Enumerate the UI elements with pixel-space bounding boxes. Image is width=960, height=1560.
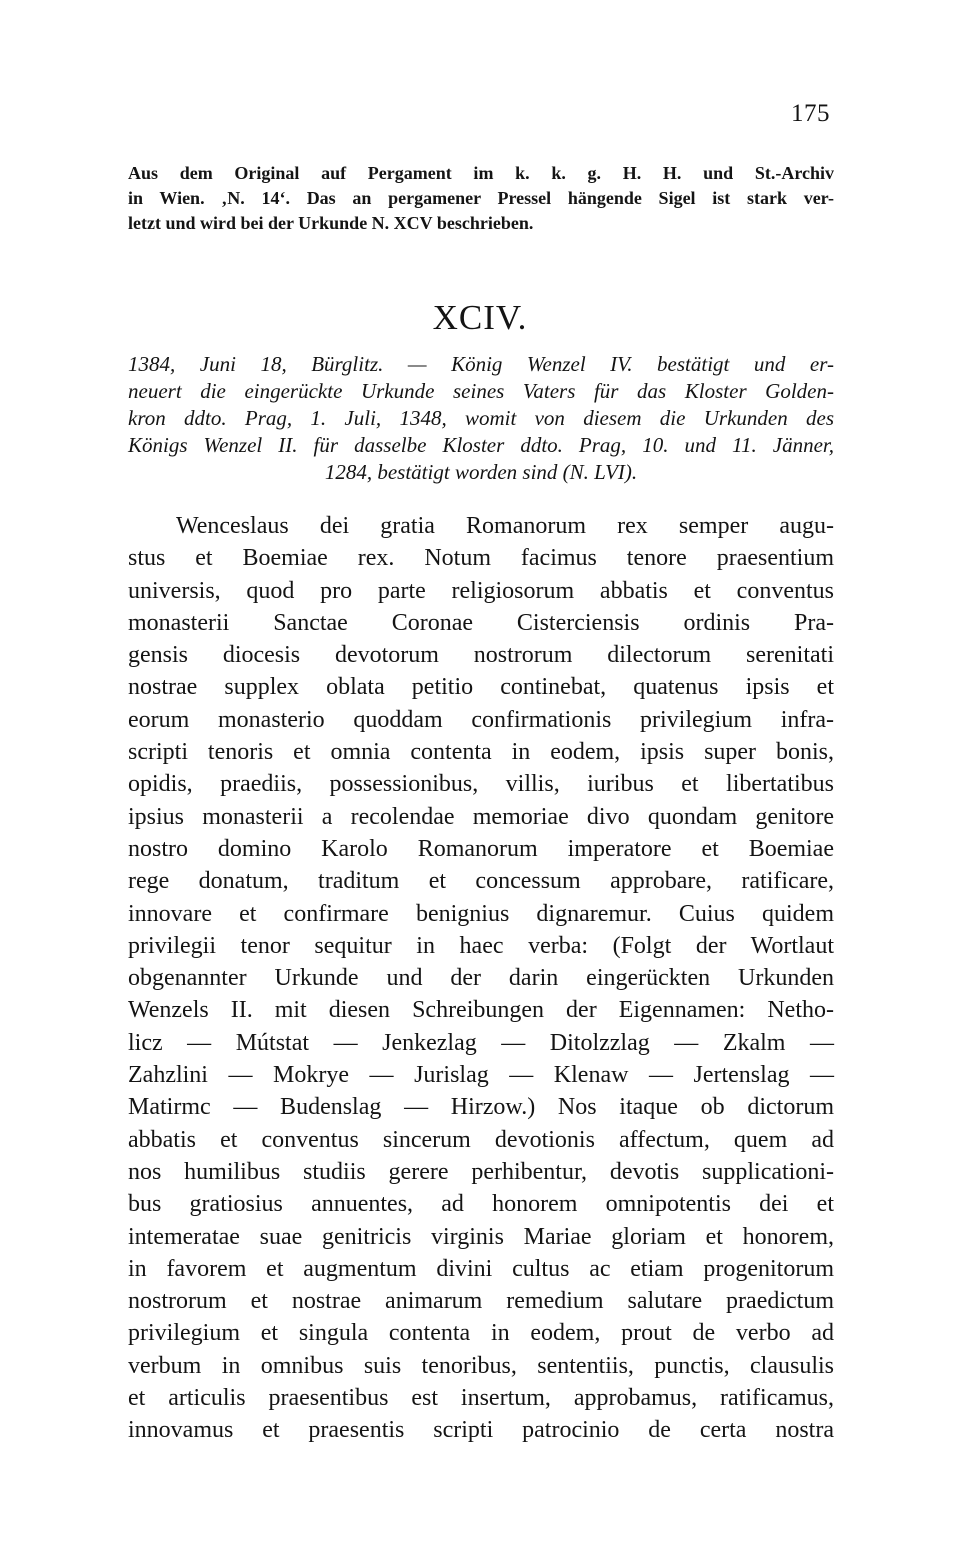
body-line: intemeratae suae genitricis virginis Mariae gloriam et honorem,	[128, 1223, 834, 1250]
body-line: gensis diocesis devotorum nostrorum dilectorum serenitati	[128, 642, 834, 669]
body-line: Zahzlini — Mokrye — Jurislag — Klenaw — Jertenslag —	[128, 1062, 834, 1089]
page-number: 175	[791, 100, 830, 127]
body-line: bus gratiosius annuentes, ad honorem omnipotentis dei et	[128, 1191, 834, 1218]
body-line: Wenzels II. mit diesen Schreibungen der Eigennamen: Netho-	[128, 997, 834, 1024]
body-line: in favorem et augmentum divini cultus ac etiam progenitorum	[128, 1255, 834, 1282]
document-body	[128, 510, 834, 1447]
body-line: et articulis praesentibus est insertum, approbamus, ratificamus,	[128, 1385, 834, 1412]
regest-line: 1284, bestätigt worden sind (N. LVI).	[324, 460, 638, 484]
body-line: nos humilibus studiis gerere perhibentur, devotis supplicationi-	[128, 1158, 834, 1185]
body-line: innovare et confirmare benignius dignaremur. Cuius quidem	[128, 900, 834, 927]
source-note-line: Aus dem Original auf Pergament im k. k. g. H. H. und St.-Archiv	[128, 163, 834, 183]
body-line: Matirmc — Budenslag — Hirzow.) Nos itaque ob dictorum	[128, 1094, 834, 1121]
regest-line: Königs Wenzel II. für dasselbe Kloster ddto. Prag, 10. und 11. Jänner,	[128, 433, 834, 457]
source-note	[128, 161, 834, 236]
source-note-line: in Wien. ‚N. 14‘. Das an pergamener Pressel hängende Sigel ist stark ver-	[128, 188, 834, 208]
body-line: nostrae supplex oblata petitio continebat, quatenus ipsis et	[128, 674, 834, 701]
document-regest	[128, 351, 834, 486]
source-note-line: letzt und wird bei der Urkunde N. XCV beschrieben.	[128, 213, 534, 233]
body-line: eorum monasterio quoddam confirmationis privilegium infra-	[128, 706, 834, 733]
body-line: universis, quod pro parte religiosorum abbatis et conventus	[128, 577, 834, 604]
body-line: scripti tenoris et omnia contenta in eodem, ipsis super bonis,	[128, 739, 834, 766]
body-line: monasterii Sanctae Coronae Cisterciensis ordinis Pra-	[128, 609, 834, 636]
body-line: licz — Mútstat — Jenkezlag — Ditolzzlag — Zkalm —	[128, 1029, 834, 1056]
document-title: XCIV.	[432, 298, 528, 337]
body-line: obgenannter Urkunde und der darin eingerückten Urkunden	[128, 965, 834, 992]
body-line: privilegium et singula contenta in eodem, prout de verbo ad	[128, 1320, 834, 1347]
body-line: stus et Boemiae rex. Notum facimus tenore praesentium	[128, 545, 834, 572]
regest-line: kron ddto. Prag, 1. Juli, 1348, womit von diesem die Urkunden des	[128, 406, 834, 430]
body-line: abbatis et conventus sincerum devotionis affectum, quem ad	[128, 1126, 834, 1153]
body-line: nostro domino Karolo Romanorum imperatore et Boemiae	[128, 835, 834, 862]
regest-line: neuert die eingerückte Urkunde seines Vaters für das Kloster Golden-	[128, 379, 834, 403]
body-line: Wenceslaus dei gratia Romanorum rex semper augu-	[176, 513, 834, 539]
regest-line: 1384, Juni 18, Bürglitz. — König Wenzel IV. bestätigt und er-	[128, 352, 834, 376]
body-line: privilegii tenor sequitur in haec verba: (Folgt der Wortlaut	[128, 932, 834, 959]
body-line: innovamus et praesentis scripti patrocinio de certa nostra	[128, 1417, 834, 1444]
body-line: opidis, praediis, possessionibus, villis, iuribus et libertatibus	[128, 771, 834, 798]
body-line: rege donatum, traditum et concessum approbare, ratificare,	[128, 868, 834, 895]
body-line: nostrorum et nostrae animarum remedium salutare praedictum	[128, 1288, 834, 1315]
body-line: ipsius monasterii a recolendae memoriae divo quondam genitore	[128, 803, 834, 830]
body-line: verbum in omnibus suis tenoribus, sententiis, punctis, clausulis	[128, 1352, 834, 1379]
